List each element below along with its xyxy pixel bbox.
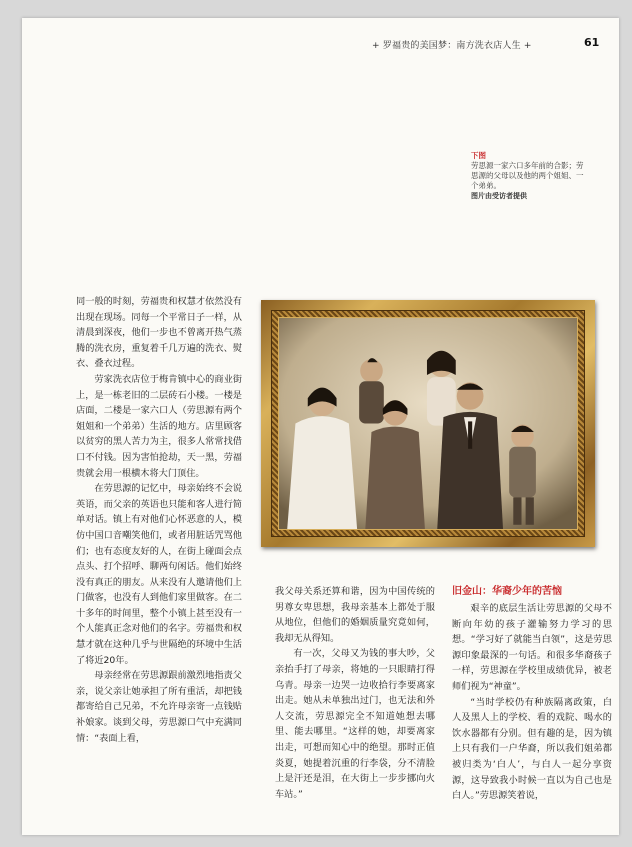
gilded-picture-frame (261, 300, 595, 547)
paragraph: 劳家洗衣店位于梅肯镇中心的商业街上，是一栋老旧的二层砖石小楼。一楼是店面，二楼是一家六口人（劳思源有两个姐姐和一个弟弟）生活的地方。店里顾客以贫穷的黑人苦力为主，很多人常常找借口不付钱。因为害怕抢劫，天一黑，劳福贵就会用一根横木将大门顶住。 (76, 373, 242, 479)
text-column-2 (275, 584, 435, 802)
text-column-3 (452, 584, 612, 804)
caption-credit: 图片由受访者提供 (471, 192, 527, 200)
magazine-page (22, 18, 619, 835)
running-header: + 罗福贵的美国梦：南方洗衣店人生 + (372, 41, 532, 51)
frame-ornament (271, 310, 585, 537)
photo-caption (471, 151, 589, 201)
text-column-1 (76, 294, 242, 746)
photo-mat (278, 317, 578, 530)
paragraph: 母亲经常在劳思源跟前激烈地指责父亲，说父亲让她承担了所有重活，却把钱都寄给自己兄弟，不允许母亲寄一点钱贴补娘家。谈到父母，劳思源口气中充满同情：“表面上看， (76, 670, 242, 744)
caption-label: 下图 (471, 151, 486, 160)
page-number: 61 (584, 36, 600, 49)
family-portrait-photo (279, 318, 577, 529)
section-subhead: 旧金山：华裔少年的苦恼 (452, 586, 562, 597)
paragraph: 在劳思源的记忆中，母亲始终不会说英语，而父亲的英语也只能和客人进行简单对话。镇上有对他们心怀恶意的人，模仿中国口音嘲笑他们，或者用脏话咒骂他们；也有态度友好的人，在街上碰面会点点头、打个招呼、聊两句闲话。他们始终没有真正的朋友。从来没有人邀请他们上门做客，也没有人到他们家里做客。在二十多年的时间里，整个小镇上甚至没有一个人能真正念对他们的名字。劳福贵和权慧才就在这种几乎与世隔绝的环境中生活了将近20年。 (76, 483, 242, 666)
paragraph: 有一次，父母又为钱的事大吵，父亲抬手打了母亲，将她的一只眼睛打得乌青。母亲一边哭一边收拾行李要离家出走。她从未单独出过门，也无法和外人交流，劳思源完全不知道她想去哪里、能去哪里。“这样的她，却要离家出走，可想而知心中的绝望。那时正值炎夏，她提着沉重的行李袋，分不清脸上是汗还是泪，在大街上一步步挪向火车站。” (275, 648, 435, 800)
paragraph: 艰辛的底层生活让劳思源的父母不断向年幼的孩子灌输努力学习的思想。“学习好了就能当白领”，这是劳思源印象最深的一句话。和很多华裔孩子一样，劳思源在学校里成绩优异，被老师们视为“神童”。 (452, 603, 612, 692)
paragraph: 我父母关系还算和谐，因为中国传统的男尊女卑思想，我母亲基本上都处于服从地位，但他们的婚姻质量究竟如何，我却无从得知。 (275, 586, 435, 644)
caption-text: 劳思源一家六口多年前的合影；劳思源的父母以及他的两个姐姐、一个弟弟。 (471, 161, 584, 190)
paragraph: 同一般的时刻，劳福贵和权慧才依然没有出现在现场。同每一个平常日子一样，从清晨到深夜，他们一步也不曾离开热气蒸腾的洗衣房，重复着千几万遍的洗衣、熨衣、叠衣过程。 (76, 296, 242, 370)
paragraph: “当时学校仍有种族隔离政策，白人及黑人上的学校、看的戏院、喝水的饮水器都有分别。但有趣的是，因为镇上只有我们一户华裔，所以我们姐弟都被归类为‘白人’，与白人一起分享资源，这导致我小时候一直以为自己也是白人。”劳思源笑着说， (452, 696, 612, 802)
